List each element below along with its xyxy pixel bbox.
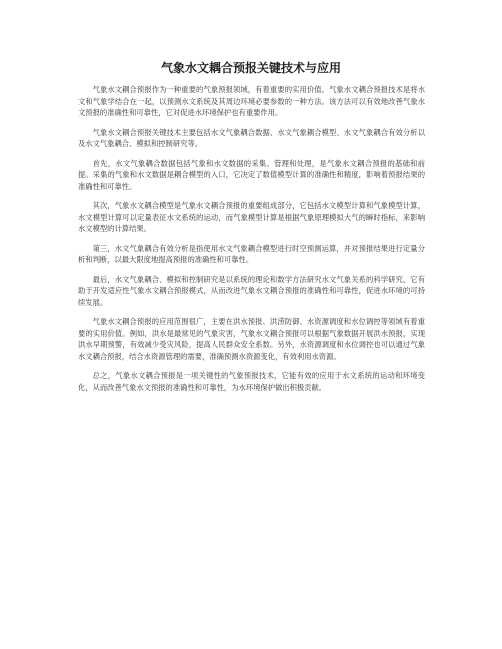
paragraph-3: 首先，水文气象耦合数据包括气象和水文数据的采集、管理和处理，是气象水文耦合预报的基础和前提。采集的气象和水文数据是耦合模型的入口，它决定了数值模型计算的准确性和精度，影响着预报结果的准确性和可靠性。 bbox=[78, 158, 425, 191]
paragraph-6: 最后，水文气象耦合、模拟和控制研究是以系统的理论和数学方法研究水文气象关系的科学研究，它有助于开发适应性气象水文耦合预报模式，从而改进气象水文耦合预报的准确性和可靠性，促进水环境的可持续发展。 bbox=[78, 274, 425, 307]
document-title: 气象水文耦合预报关键技术与应用 bbox=[160, 61, 341, 75]
paragraph-8: 总之，气象水文耦合预报是一项关键性的气象预报技术，它能有效的应用于水文系统的运动和环境变化，从而改善气象水文预报的准确性和可靠性，为水环境保护做出积极贡献。 bbox=[78, 371, 425, 392]
paragraph-7: 气象水文耦合预报的应用范围很广，主要在洪水预报、洪涝防御、水资源调度和水位调控等领域有着重要的实用价值。例如，洪水是最常见的气象灾害，气象水文耦合预报可以根据气象数据开展洪水预报，实现洪水早期预警，有效减少受灾风险，提高人民群众安全系数。另外，水资源调度和水位调控也可以通过气象水文耦合预报，结合水资源管理的需要，准确预测水资源变化，有效利用水资源。 bbox=[78, 317, 425, 361]
document-body bbox=[78, 84, 425, 401]
paragraph-4: 其次，气象水文耦合模型是气象水文耦合预报的重要组成部分，它包括水文模型计算和气象模型计算，水文模型计算可以定量表征水文系统的运动，而气象模型计算是根据气象原理模拟大气的瞬时指标，来影响水文模型的计算结果。 bbox=[78, 201, 425, 233]
paragraph-2: 气象水文耦合预报关键技术主要包括水文气象耦合数据、水文气象耦合模型、水文气象耦合有效分析以及水文气象耦合、模拟和控制研究等。 bbox=[78, 127, 425, 148]
paragraph-1: 气象水文耦合预报作为一种重要的气象预报领域，有着重要的实用价值。气象水文耦合预报技术是将水文和气象学结合在一起，以预测水文系统及其周边环境必要参数的一种方法。该方法可以有效地改善气象水文预报的准确性和可靠性，它对促进水环境保护也有重要作用。 bbox=[78, 85, 425, 117]
paragraph-5: 第三，水文气象耦合有效分析是指使用水文气象耦合模型进行时空预测运算，并对预报结果进行定量分析和判断，以最大限度地提高预报的准确性和可靠性。 bbox=[78, 243, 425, 264]
